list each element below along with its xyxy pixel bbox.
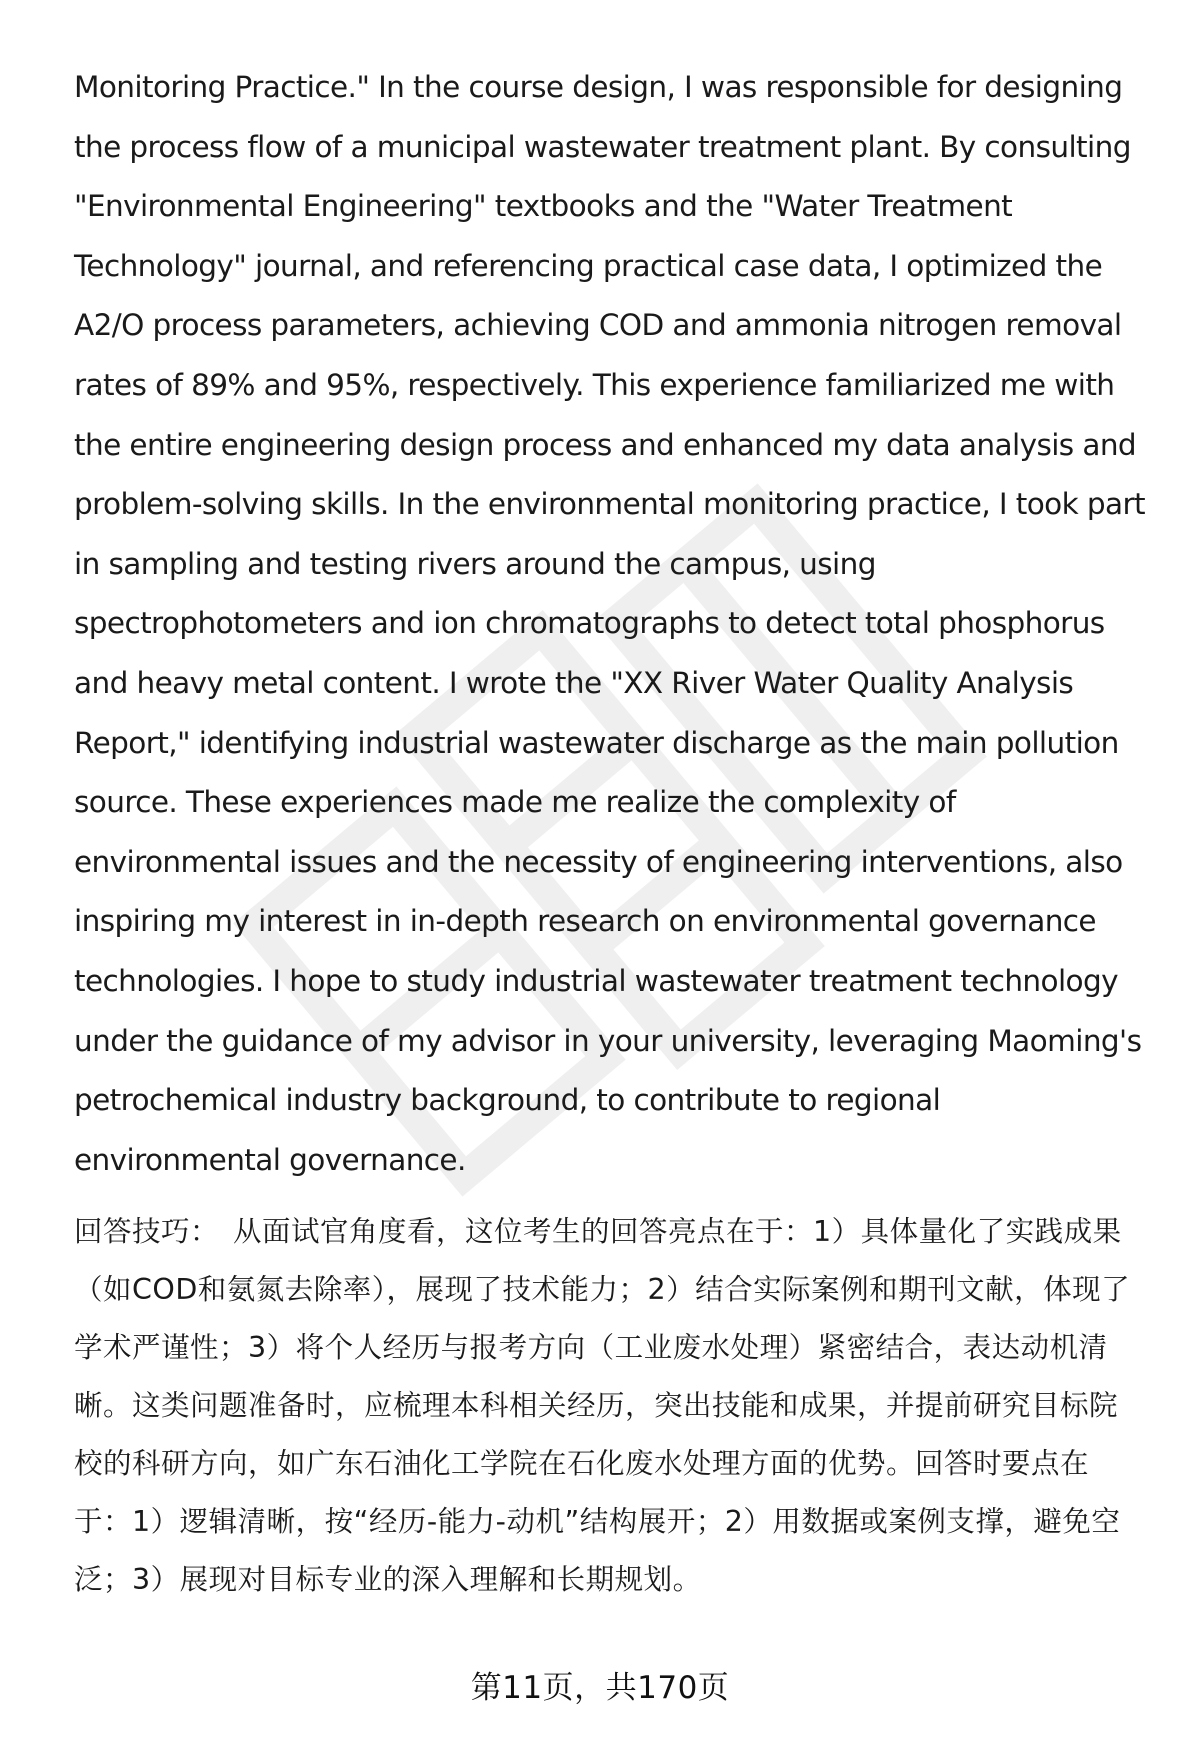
page-number-footer: 第11页，共170页 [470, 1670, 730, 1706]
answer-tips-paragraph [74, 1203, 1142, 1609]
tips-label: 回答技巧： [74, 1215, 220, 1248]
tips-text: 从面试官角度看，这位考生的回答亮点在于：1）具体量化了实践成果（如COD和氨氮去除率），展现了技术能力；2）结合实际案例和期刊文献，体现了学术严谨性；3）将个人经历与报考方向（工业废水处理）紧密结合，表达动机清晰。这类问题准备时，应梳理本科相关经历，突出技能和成果，并提前研究目标院校的科研方向，如广东石油化工学院在石化废水处理方面的优势。回答时要点在于：1）逻辑清晰，按“经历-能力-动机”结构展开；2）用数据或案例支撑，避免空泛；3）展现对目标专业的深入理解和长期规划。 [74, 1215, 1131, 1596]
body-paragraph: Monitoring Practice." In the course design, I was responsible for designing the process flow of a municipal wastewater treatment plant. By consulting "Environmental Engineering" textbooks and the "Water Treatment Technology" journal, and referencing practical case data, I optimized the A2/O process parameters, achieving COD and ammonia nitrogen removal rates of 89% and 95%, respectively. This experience familiarized me with the entire engineering design process and enhanced my data analysis and problem-solving skills. In the environmental monitoring practice, I took part in sampling and testing rivers around the campus, using spectrophotometers and ion chromatographs to detect total phosphorus and heavy metal content. I wrote the "XX River Water Quality Analysis Report," identifying industrial wastewater discharge as the main pollution source. These experiences made me realize the complexity of environmental issues and the necessity of engineering interventions, also inspiring my interest in in-depth research on environmental governance technologies. I hope to study industrial wastewater treatment technology under the guidance of my advisor in your university, leveraging Maoming's petrochemical industry background, to contribute to regional environmental governance. [74, 70, 1145, 1177]
